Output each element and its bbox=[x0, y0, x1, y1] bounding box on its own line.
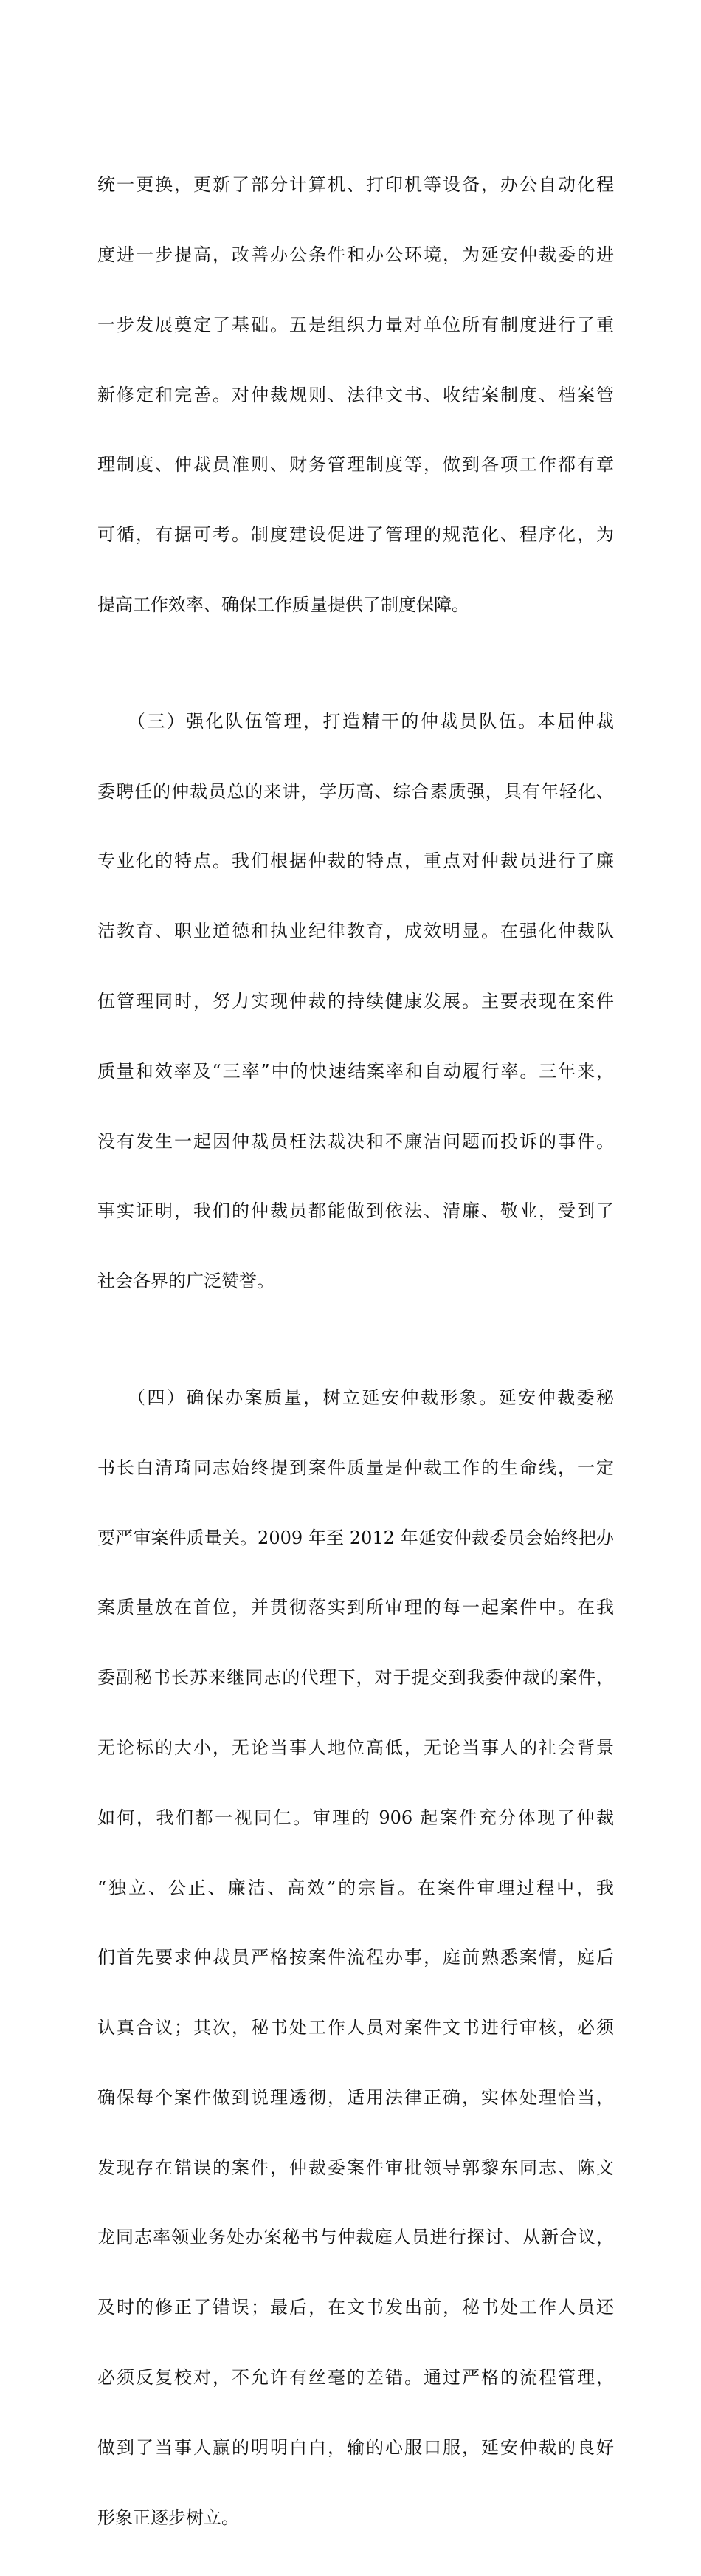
text-line: 做到了当事人赢的明明白白，输的心服口服，延安仲裁的良好 bbox=[97, 2436, 614, 2458]
document-body bbox=[97, 127, 614, 2576]
paragraph-continuation bbox=[97, 127, 614, 664]
text-line: 可循，有据可考。制度建设促进了管理的规范化、程序化，为 bbox=[97, 524, 614, 546]
text-line: 委副秘书长苏来继同志的代理下，对于提交到我委仲裁的案件， bbox=[97, 1667, 614, 1689]
paragraph-section-4 bbox=[97, 1340, 614, 2576]
text-line: 及时的修正了错误；最后，在文书发出前，秘书处工作人员还 bbox=[97, 2297, 614, 2318]
text-line: 们首先要求仲裁员严格按案件流程办事，庭前熟悉案情，庭后 bbox=[97, 1947, 614, 1968]
text-line: 提高工作效率、确保工作质量提供了制度保障。 bbox=[97, 594, 469, 615]
text-line: 事实证明，我们的仲裁员都能做到依法、清廉、敬业，受到了 bbox=[97, 1201, 614, 1222]
text-line: 必须反复校对，不允许有丝毫的差错。通过严格的流程管理， bbox=[97, 2367, 614, 2388]
text-line: 无论标的大小，无论当事人地位高低，无论当事人的社会背景 bbox=[97, 1737, 614, 1758]
text-line: 洁教育、职业道德和执业纪律教育，成效明显。在强化仲裁队 bbox=[97, 921, 614, 942]
text-line: 要严审案件质量关。2009 年至 2012 年延安仲裁委员会始终把办 bbox=[97, 1527, 614, 1548]
text-line: 专业化的特点。我们根据仲裁的特点，重点对仲裁员进行了廉 bbox=[97, 851, 614, 872]
text-line: 书长白清琦同志始终提到案件质量是仲裁工作的生命线，一定 bbox=[97, 1457, 614, 1478]
text-line: 伍管理同时，努力实现仲裁的持续健康发展。主要表现在案件 bbox=[97, 990, 614, 1011]
text-line: 社会各界的广泛赞誉。 bbox=[97, 1271, 274, 1292]
text-line: 认真合议；其次，秘书处工作人员对案件文书进行审核，必须 bbox=[97, 2017, 614, 2039]
text-line: “独立、公正、廉洁、高效”的宗旨。在案件审理过程中，我 bbox=[97, 1877, 614, 1898]
text-line: 如何，我们都一视同仁。审理的 906 起案件充分体现了仲裁 bbox=[97, 1807, 614, 1828]
paragraph-section-3 bbox=[97, 664, 614, 1340]
text-line: 发现存在错误的案件，仲裁委案件审批领导郭黎东同志、陈文 bbox=[97, 2157, 614, 2178]
text-line: 质量和效率及“三率”中的快速结案率和自动履行率。三年来， bbox=[97, 1060, 614, 1082]
text-line: 理制度、仲裁员准则、财务管理制度等，做到各项工作都有章 bbox=[97, 454, 614, 475]
text-line: 没有发生一起因仲裁员枉法裁决和不廉洁问题而投诉的事件。 bbox=[97, 1130, 614, 1152]
text-line: 新修定和完善。对仲裁规则、法律文书、收结案制度、档案管 bbox=[97, 384, 614, 405]
text-line: 案质量放在首位，并贯彻落实到所审理的每一起案件中。在我 bbox=[97, 1597, 614, 1618]
text-line: 一步发展奠定了基础。五是组织力量对单位所有制度进行了重 bbox=[97, 314, 614, 335]
text-line: 确保每个案件做到说理透彻，适用法律正确，实体处理恰当， bbox=[97, 2086, 614, 2108]
text-line: 统一更换，更新了部分计算机、打印机等设备，办公自动化程 bbox=[97, 174, 614, 196]
text-line: 形象正逐步树立。 bbox=[97, 2507, 239, 2528]
text-line: 委聘任的仲裁员总的来讲，学历高、综合素质强，具有年轻化、 bbox=[97, 780, 614, 802]
text-line: 龙同志率领业务处办案秘书与仲裁庭人员进行探讨、从新合议， bbox=[97, 2227, 614, 2248]
text-line: （三）强化队伍管理，打造精干的仲裁员队伍。本届仲裁 bbox=[97, 710, 614, 732]
text-line: （四）确保办案质量，树立延安仲裁形象。延安仲裁委秘 bbox=[97, 1387, 614, 1409]
text-line: 度进一步提高，改善办公条件和办公环境，为延安仲裁委的进 bbox=[97, 244, 614, 265]
